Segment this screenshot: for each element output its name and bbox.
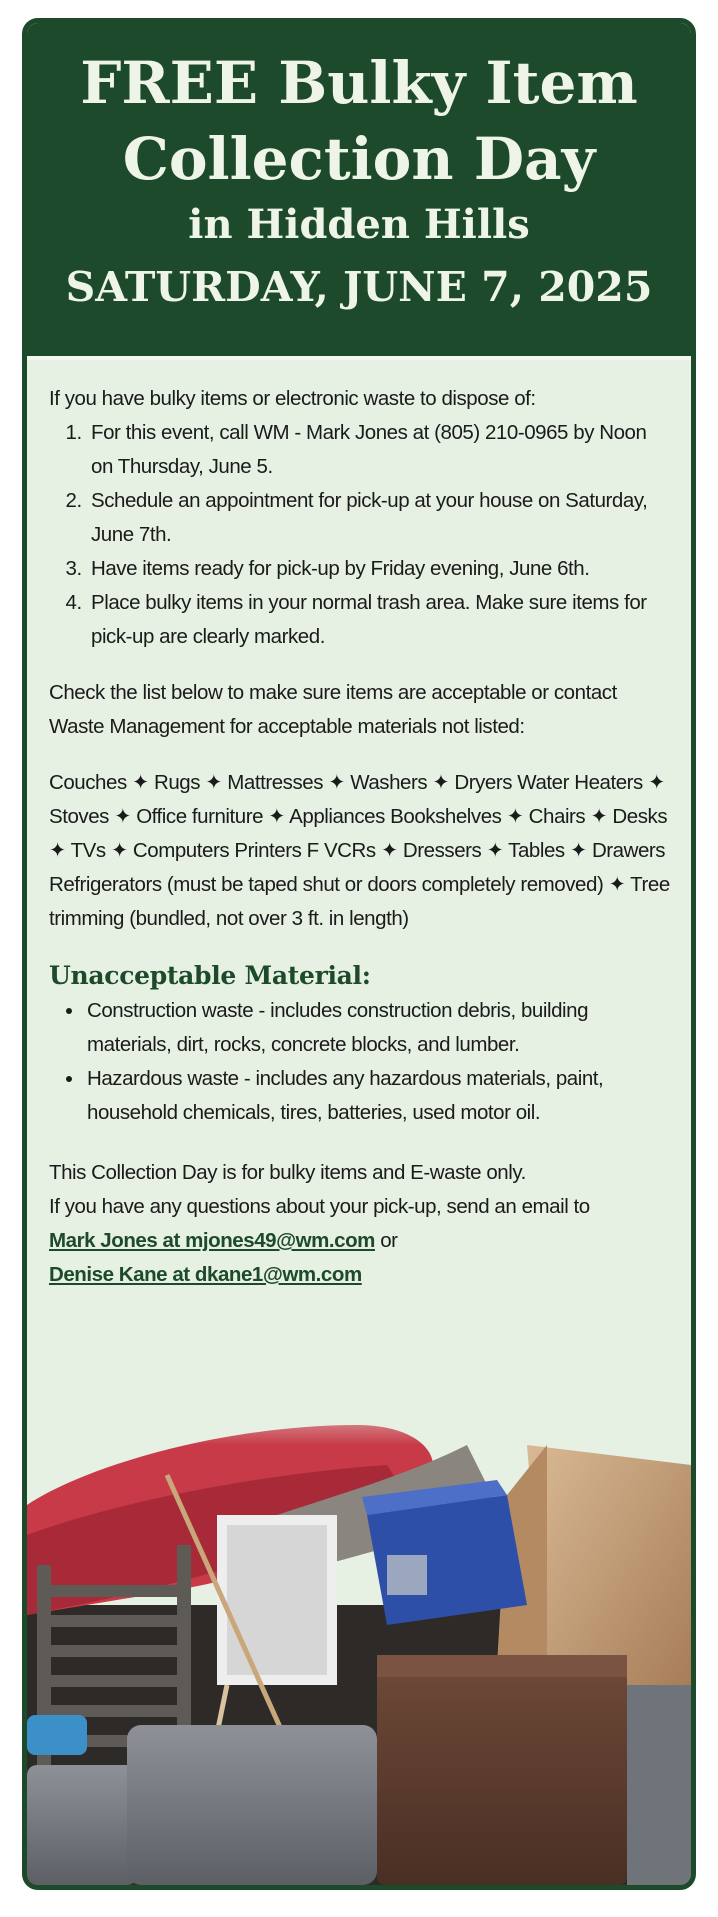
flyer-card: [22, 18, 696, 1890]
closing-line-1: This Collection Day is for bulky items and E-waste only.: [49, 1161, 526, 1184]
step-item: 4. Place bulky items in your normal trash area. Make sure items for pick-up are clearly marked.: [87, 586, 673, 654]
unacceptable-list: [49, 994, 673, 1130]
bulky-items-photo: [27, 1385, 691, 1885]
event-date: SATURDAY, JUNE 7, 2025: [65, 263, 653, 311]
junk-pile-illustration: [27, 1385, 691, 1885]
closing-line-2: If you have any questions about your pick-up, send an email to: [49, 1195, 590, 1218]
unacceptable-heading: Unacceptable Material:: [49, 961, 371, 990]
location-line: in Hidden Hills: [188, 201, 530, 248]
intro-text: If you have bulky items or electronic waste to dispose of:: [49, 387, 536, 410]
mark-jones-email-link[interactable]: Mark Jones at mjones49@wm.com: [49, 1229, 375, 1252]
step-item: 3. Have items ready for pick-up by Friday evening, June 6th.: [87, 552, 673, 586]
contact-line-1: [49, 1224, 673, 1258]
or-text: or: [374, 1229, 398, 1252]
unacceptable-item: • Hazardous waste - includes any hazardous materials, paint, household chemicals, tires, batteries, used motor oil.: [85, 1062, 673, 1130]
flyer-content: [27, 360, 691, 1292]
title-line-2: Collection Day: [122, 125, 596, 193]
unacceptable-item: • Construction waste - includes construction debris, building materials, dirt, rocks, concrete blocks, and lumber.: [85, 994, 673, 1062]
contact-line-2: [49, 1258, 673, 1292]
step-item: 1. For this event, call WM - Mark Jones at (805) 210-0965 by Noon on Thursday, June 5.: [87, 416, 673, 484]
denise-kane-email-link[interactable]: Denise Kane at dkane1@wm.com: [49, 1263, 362, 1286]
check-list-text: Check the list below to make sure items are acceptable or contact Waste Management for acceptable materials not listed:: [49, 681, 617, 738]
step-item: 2. Schedule an appointment for pick-up at your house on Saturday, June 7th.: [87, 484, 673, 552]
flyer-header: [27, 23, 691, 360]
acceptable-materials: Couches ✦ Rugs ✦ Mattresses ✦ Washers ✦ Dryers Water Heaters ✦ Stoves ✦ Office furniture ✦ Appliances Bookshelves ✦ Chairs ✦ Desks ✦ TVs ✦ Computers Printers F VCRs ✦ Dressers ✦ Tables ✦ Drawers Refrigerators (must be taped shut or doors completely removed) ✦ Tree trimming (bundled, not over 3 ft. in length): [49, 771, 670, 930]
steps-list: [49, 416, 673, 654]
title-line-1: FREE Bulky Item: [80, 49, 638, 117]
